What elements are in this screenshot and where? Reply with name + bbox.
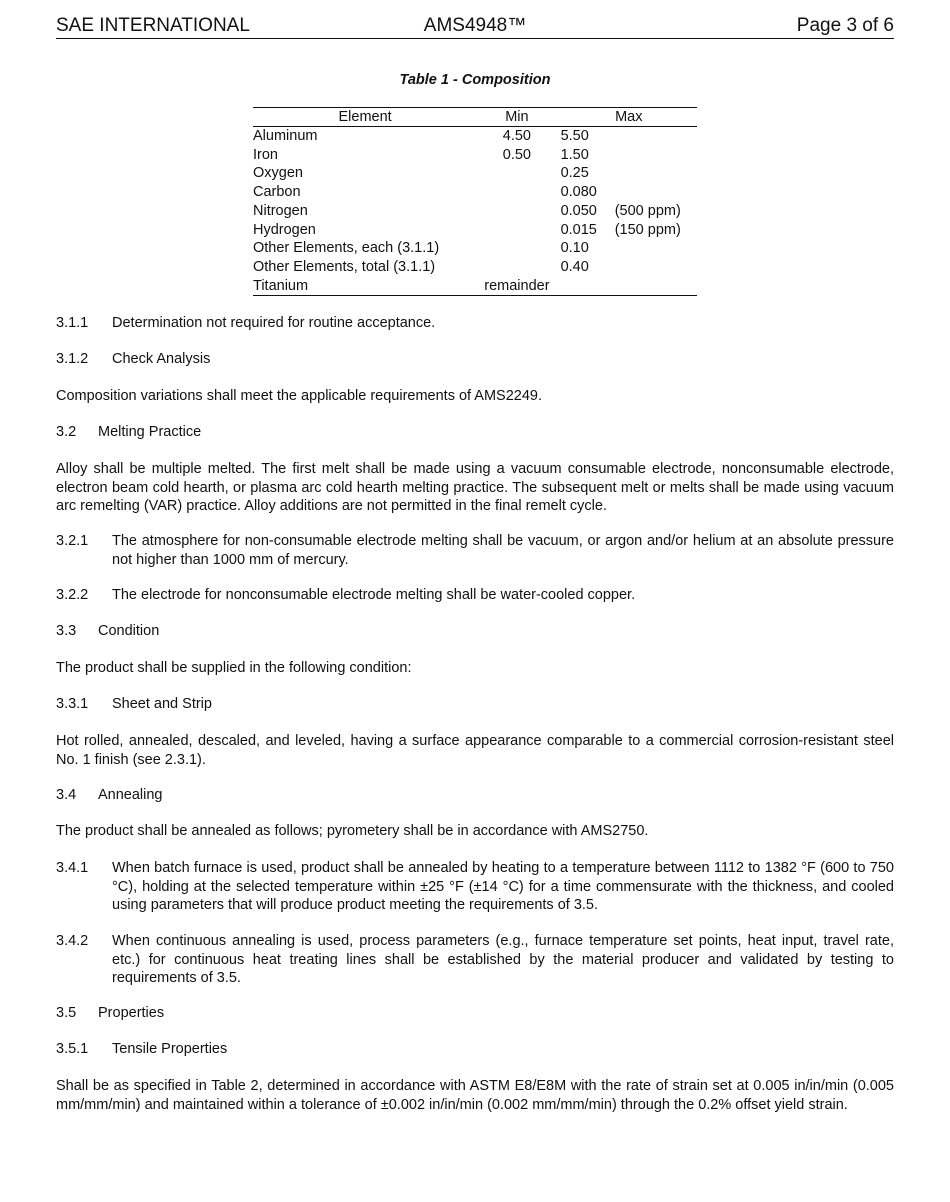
composition-table [253,107,697,296]
section-number: 3.4.2 [56,933,89,949]
column-header-max: Max [557,108,697,127]
header-document-id: AMS4948™ [423,15,527,36]
table-header-row [253,108,697,127]
section-number: 3.2.2 [56,587,89,603]
table-row [253,239,697,258]
section-title: Check Analysis [112,351,211,367]
section-3-1-2-heading [56,350,894,369]
cell-min: 4.50 [502,128,531,144]
section-3-5-1-body: Shall be as specified in Table 2, determined in accordance with ASTM E8/E8M with the rate of strain set at 0.005 in/in/min (0.005 mm/mm/min) and maintained within a tolerance of ±0.002 in/in/min (0.002 mm/mm/min) through the 0.2% offset yield strain. [56,1078,894,1113]
table-row [253,277,697,296]
section-text: When batch furnace is used, product shall be annealed by heating to a temperature between 1112 to 1382 °F (600 to 750 °C), holding at the selected temperature within ±25 °F (±14 °C) for a time commensurate with the thickness, and cooled using parameters that will produce product meeting the requirements of 3.5. [112,860,894,913]
cell-element: Hydrogen [253,221,316,238]
section-number: 3.5 [56,1005,77,1021]
section-3-4-2 [56,932,894,988]
cell-note [615,239,697,258]
section-3-3-body: The product shall be supplied in the following condition: [56,660,412,676]
header-page-number: Page 3 of 6 [796,15,894,36]
cell-note [615,127,697,146]
column-header-element: Element [253,108,477,127]
section-text: Determination not required for routine acceptance. [112,315,436,331]
section-3-2-2 [56,586,894,605]
section-3-4-1 [56,859,894,915]
cell-note [615,164,697,183]
section-3-3-1-body: Hot rolled, annealed, descaled, and leveled, having a surface appearance comparable to a commercial corrosion-resistant steel No. 1 finish (see 2.3.1). [56,733,894,768]
cell-max: 0.050 [560,202,597,219]
section-number: 3.1.1 [56,315,89,331]
cell-note [615,183,697,202]
section-title: Annealing [98,787,163,803]
section-title: Melting Practice [98,424,202,440]
cell-max: 0.080 [560,184,597,201]
section-number: 3.4.1 [56,860,89,876]
cell-max: 0.25 [560,165,589,182]
cell-max: 0.015 [560,221,597,238]
table-row [253,202,697,221]
section-3-3-1-heading [56,695,894,714]
cell-min [477,202,556,221]
section-3-1-2-body: Composition variations shall meet the applicable requirements of AMS2249. [56,388,543,404]
cell-min: remainder [477,277,556,296]
cell-note: (500 ppm) [614,202,681,219]
cell-element: Iron [253,146,278,163]
section-number: 3.3.1 [56,696,89,712]
cell-element: Nitrogen [253,202,308,219]
section-3-2-body: Alloy shall be multiple melted. The first melt shall be made using a vacuum consumable electrode, nonconsumable electrode, electron beam cold hearth, or plasma arc cold hearth melting practice. The subsequent melt or melts shall be made using vacuum arc remelting (VAR) practice. Alloy additions are not permitted in the final remelt cycle. [56,461,894,514]
column-header-min: Min [477,108,556,127]
cell-min [477,183,556,202]
cell-max: 0.10 [560,240,589,257]
header-organization: SAE INTERNATIONAL [56,15,250,36]
section-number: 3.1.2 [56,351,89,367]
table-row [253,127,697,146]
cell-max [557,277,615,296]
section-3-4-heading [56,786,894,805]
section-3-5-1-heading [56,1040,894,1059]
cell-element: Oxygen [253,165,303,182]
section-title: Sheet and Strip [112,696,212,712]
cell-element: Carbon [253,184,301,201]
cell-min [477,164,556,183]
cell-note [615,258,697,277]
section-title: Condition [98,623,160,639]
section-number: 3.3 [56,623,77,639]
section-3-1-1 [56,314,894,333]
section-title: Tensile Properties [112,1041,228,1057]
table-row [253,183,697,202]
cell-element: Other Elements, total (3.1.1) [253,258,436,275]
section-text: The atmosphere for non-consumable electrode melting shall be vacuum, or argon and/or helium at an absolute pressure not higher than 1000 mm of mercury. [112,533,894,568]
cell-note [615,277,697,296]
cell-element: Titanium [253,277,477,296]
cell-note: (150 ppm) [614,221,681,238]
cell-min [477,221,556,240]
table-row [253,258,697,277]
table-row [253,164,697,183]
section-text: The electrode for nonconsumable electrode melting shall be water-cooled copper. [112,587,636,603]
section-text: When continuous annealing is used, process parameters (e.g., furnace temperature set points, heat input, travel rate, etc.) for continuous heat treating lines shall be established by the material producer and validated by testing to requirements of 3.5. [112,933,894,986]
section-number: 3.2 [56,424,77,440]
section-3-3-heading [56,622,894,641]
section-number: 3.5.1 [56,1041,89,1057]
cell-min: 0.50 [502,146,531,163]
section-title: Properties [98,1005,165,1021]
table-row [253,221,697,240]
cell-element: Other Elements, each (3.1.1) [253,240,440,257]
cell-min [477,258,556,277]
table-row [253,146,697,165]
cell-max: 1.50 [560,146,589,163]
section-3-2-1 [56,532,894,569]
section-number: 3.4 [56,787,77,803]
table-caption: Table 1 - Composition [399,72,551,88]
section-3-2-heading [56,423,894,442]
cell-max: 0.40 [560,258,589,275]
cell-element: Aluminum [253,128,318,144]
section-number: 3.2.1 [56,533,89,549]
cell-max: 5.50 [560,128,589,144]
section-3-5-heading [56,1004,894,1023]
section-3-4-body: The product shall be annealed as follows; pyrometery shall be in accordance with AMS2750. [56,823,649,839]
cell-min [477,239,556,258]
page-header [56,16,894,39]
cell-note [615,146,697,165]
